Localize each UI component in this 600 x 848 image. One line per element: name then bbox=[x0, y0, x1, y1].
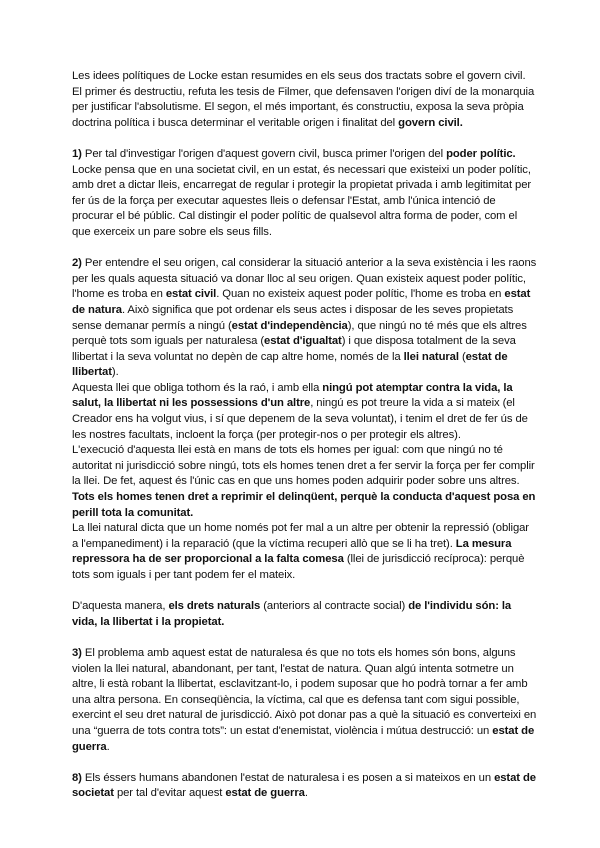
paragraph bbox=[72, 646, 538, 755]
text-run: Els éssers humans abandonen l'estat de naturalesa i es posen a si mateixos en un bbox=[81, 771, 495, 784]
bold-text: estat de llibertat bbox=[72, 350, 508, 379]
text-run: ), que ningú no té més que els altres perquè tots som iguals per naturalesa ( bbox=[72, 319, 527, 348]
bold-text: estat de guerra bbox=[225, 787, 305, 800]
text-run: ( bbox=[458, 350, 466, 363]
bold-text: 8) bbox=[72, 771, 82, 784]
paragraph bbox=[72, 69, 538, 131]
bold-text: els drets naturals bbox=[168, 600, 261, 613]
paragraph bbox=[72, 147, 538, 241]
text-run: Aquesta llei que obliga tothom és la raó, i amb ella bbox=[72, 381, 323, 394]
text-run: ) i que disposa totalment de la seva llibertat i la seva voluntat no depèn de cap altre home, només de la bbox=[72, 335, 516, 363]
paragraph bbox=[72, 381, 538, 443]
bold-text: llei natural bbox=[403, 350, 459, 363]
text-run: D'aquesta manera, bbox=[72, 600, 169, 613]
text-run: Locke pensa que en una societat civil, en un estat, és necessari que existeixi un poder polític, amb dret a dictar lleis, encarregat de regular i protegir la propietat privada i amb legitimitat per fer ús de la força per executar aquestes lleis o defensar l'Estat, amb l'única intenció de procurar el bé públic. Cal distingir el poder polític de qualsevol altra forma de poder, com el que exerceix un pare sobre els seus fills. bbox=[72, 163, 532, 238]
text-run: El problema amb aquest estat de naturalesa és que no tots els homes són bons, alguns violen la llei natural, abandonant, per tant, l'estat de natura. Quan algú intenta sotmetre un altre, li està robant la llibertat, esclavitzant-lo, i podem suposar que ho podrà tornar a fer amb una altra persona. En conseqüència, la víctima, cal que es defensa tant com sigui possible, exercint el seu dret natural de jurisdicció. Això pot donar pas a què la situació es converteixi en una “guerra de tots contra tots”: un estat d'enemistat, violència i mútua destrucció: un bbox=[72, 646, 537, 737]
text-run: Per tal d'investigar l'origen d'aquest govern civil, busca primer l'origen del bbox=[81, 147, 447, 160]
paragraph bbox=[72, 599, 538, 630]
paragraph bbox=[72, 771, 538, 802]
bold-text: estat d'igualtat bbox=[264, 335, 342, 348]
text-run: (llei de jurisdicció recíproca): perquè tots som iguals i per tant podem fer el mateix. bbox=[72, 553, 525, 581]
text-run: (anteriors al contracte social) bbox=[260, 600, 409, 613]
paragraph bbox=[72, 443, 538, 521]
bold-text: 2) bbox=[72, 257, 82, 270]
bold-text: de l'individu són: la vida, la llibertat i la propietat. bbox=[72, 600, 512, 628]
bold-text: ningú pot atemptar contra la vida, la salut, la llibertat ni les possessions d'un altre bbox=[72, 381, 513, 410]
bold-text: govern civil. bbox=[398, 116, 463, 129]
bold-text: poder polític. bbox=[446, 147, 516, 160]
bold-text: 1) bbox=[72, 147, 82, 160]
text-run: per tal d'evitar aquest bbox=[113, 787, 226, 800]
paragraph bbox=[72, 256, 538, 381]
bold-text: 3) bbox=[72, 646, 82, 659]
paragraph bbox=[72, 521, 538, 583]
text-run: Per entendre el seu origen, cal considerar la situació anterior a la seva existència i les raons per les quals aquesta situació va donar lloc al seu origen. Quan existeix aquest poder polític, l'home es troba en bbox=[72, 257, 537, 301]
text-run: . Quan no existeix aquest poder polític, l'home es troba en bbox=[216, 288, 505, 301]
bold-text: estat d'independència bbox=[231, 319, 348, 332]
text-run: . bbox=[106, 740, 110, 753]
bold-text: Tots els homes tenen dret a reprimir el delinqüent, perquè la conducta d'aquest posa en perill tota la comunitat. bbox=[72, 491, 536, 519]
text-run: Les idees polítiques de Locke estan resumides en els seus dos tractats sobre el govern civil. El primer és destructiu, refuta les tesis de Filmer, que defensaven l'origen diví de la monarquia per justificar l'absolutisme. El segon, el més important, és constructiu, exposa la seva pròpia doctrina política i busca determinar el veritable origen i finalitat del bbox=[72, 70, 535, 129]
text-run: L'execució d'aquesta llei està en mans de tots els homes per igual: com que ningú no té autoritat ni jurisdicció sobre ningú, tots els homes tenen dret a fer servir la força per fer complir la llei. De fet, aquest és l'únic cas en que uns homes poden adquirir poder sobre uns altres. bbox=[72, 444, 535, 488]
bold-text: La mesura repressora ha de ser proporcional a la falta comesa bbox=[72, 537, 512, 566]
bold-text: estat de societat bbox=[72, 771, 536, 800]
text-run: La llei natural dicta que un home només pot fer mal a un altre per obtenir la repressió (obligar a l'empanediment) i la reparació (que la víctima recuperi allò que se li ha tret). bbox=[72, 522, 529, 550]
bold-text: estat de guerra bbox=[72, 724, 535, 753]
text-run: ). bbox=[111, 366, 119, 379]
text-run: . bbox=[304, 787, 308, 800]
text-run: . Això significa que pot ordenar els seus actes i disposar de les seves propietats sense demanar permís a ningú ( bbox=[72, 303, 514, 332]
document-body bbox=[72, 69, 538, 802]
text-run: , ningú es pot treure la vida a si mateix (el Creador ens ha volgut vius, i sí que depenem de la seva voluntat), i tenim el dret de fer ús de les nostres facultats, incloent la força (per protegir-nos o per protegir els altres). bbox=[72, 397, 528, 441]
bold-text: estat de natura bbox=[72, 288, 531, 316]
bold-text: estat civil bbox=[165, 288, 217, 301]
